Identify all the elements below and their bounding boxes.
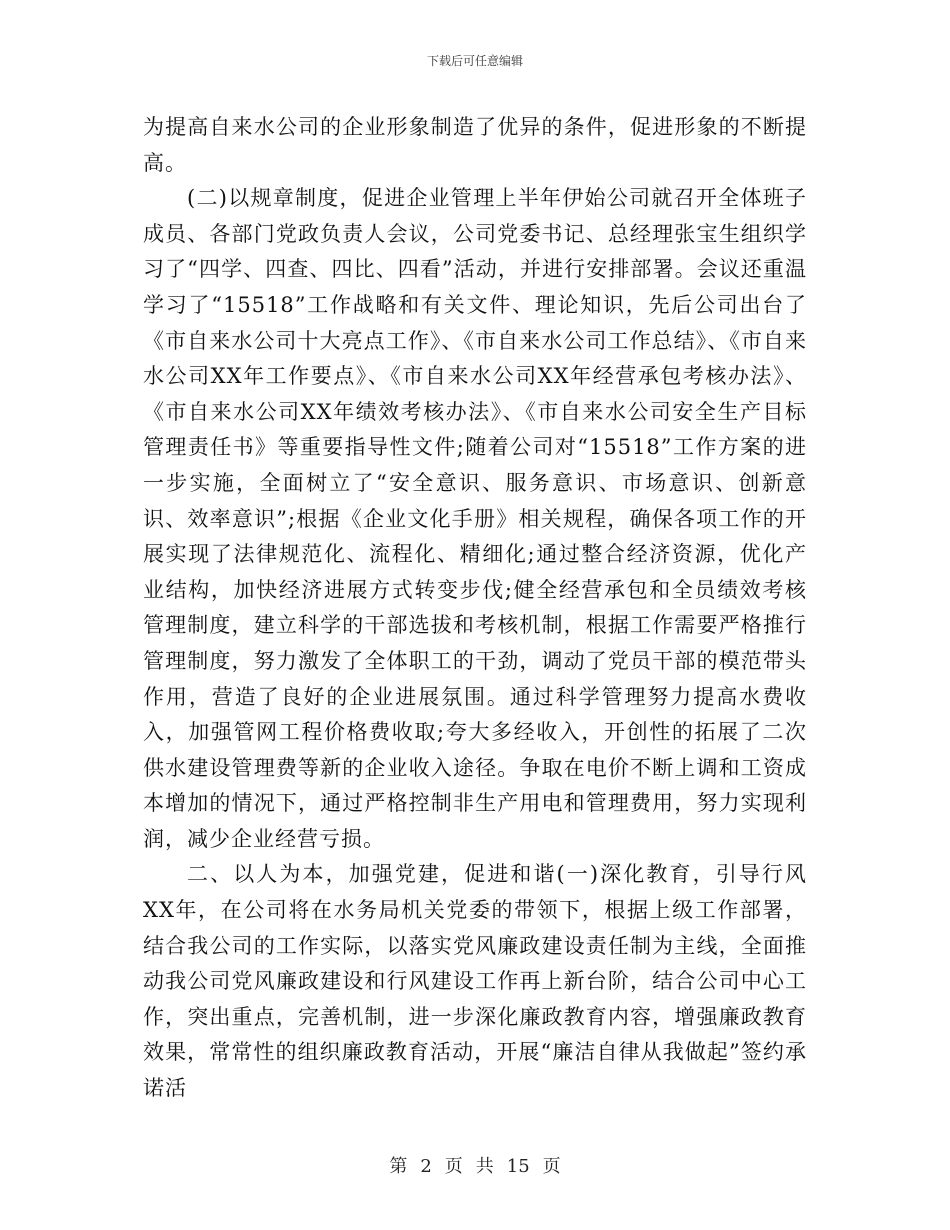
page-label-mid: 页 — [444, 1156, 463, 1177]
paragraph-1: 为提高自来水公司的企业形象制造了优异的条件，促进形象的不断提高。 — [143, 115, 807, 175]
page-number: 2 — [420, 1156, 432, 1177]
page-label-prefix: 第 — [389, 1156, 408, 1177]
page-footer — [0, 1152, 950, 1178]
paragraph-2: (二)以规章制度，促进企业管理上半年伊始公司就召开全体班子成员、各部门党政负责人会议，公司党委书记、总经理张宝生组织学习了“四学、四查、四比、四看”活动，并进行安排部署。会议还重温学习了“15518”工作战略和有关文件、理论知识，先后公司出台了《市自来水公司十大亮点工作》、《市自来水公司工作总结》、《市自来水公司XX年工作要点》、《市自来水公司XX年经营承包考核办法》、《市自来水公司XX年绩效考核办法》、《市自来水公司安全生产目标管理责任书》等重要指导性文件;随着公司对“15518”工作方案的进一步实施，全面树立了“安全意识、服务意识、市场意识、创新意识、效率意识”;根据《企业文化手册》相关规程，确保各项工作的开展实现了法律规范化、流程化、精细化;通过整合经济资源，优化产业结构，加快经济进展方式转变步伐;健全经营承包和全员绩效考核管理制度，建立科学的干部选拔和考核机制，根据工作需要严格推行管理制度，努力激发了全体职工的干劲，调动了党员干部的模范带头作用，营造了良好的企业进展氛围。通过科学管理努力提高水费收入，加强管网工程价格费收取;夸大多经收入，开创性的拓展了二次供水建设管理费等新的企业收入途径。争取在电价不断上调和工资成本增加的情况下，通过严格控制非生产用电和管理费用，努力实现利润，减少企业经营亏损。 — [143, 186, 807, 851]
paragraph-3: 二、以人为本，加强党建，促进和谐(一)深化教育，引导行风XX年，在公司将在水务局机关党委的带领下，根据上级工作部署，结合我公司的工作实际，以落实党风廉政建设责任制为主线，全面推动我公司党风廉政建设和行风建设工作再上新台阶，结合公司中心工作，突出重点，完善机制，进一步深化廉政教育内容，增强廉政教育效果，常常性的组织廉政教育活动，开展“廉洁自律从我做起”签约承诺活 — [143, 862, 807, 1101]
document-body — [143, 110, 807, 1107]
page-label-suffix: 页 — [542, 1156, 561, 1177]
page-total-prefix: 共 — [475, 1156, 494, 1177]
page-header-note: 下载后可任意编辑 — [426, 54, 523, 68]
page-total: 15 — [506, 1156, 530, 1177]
